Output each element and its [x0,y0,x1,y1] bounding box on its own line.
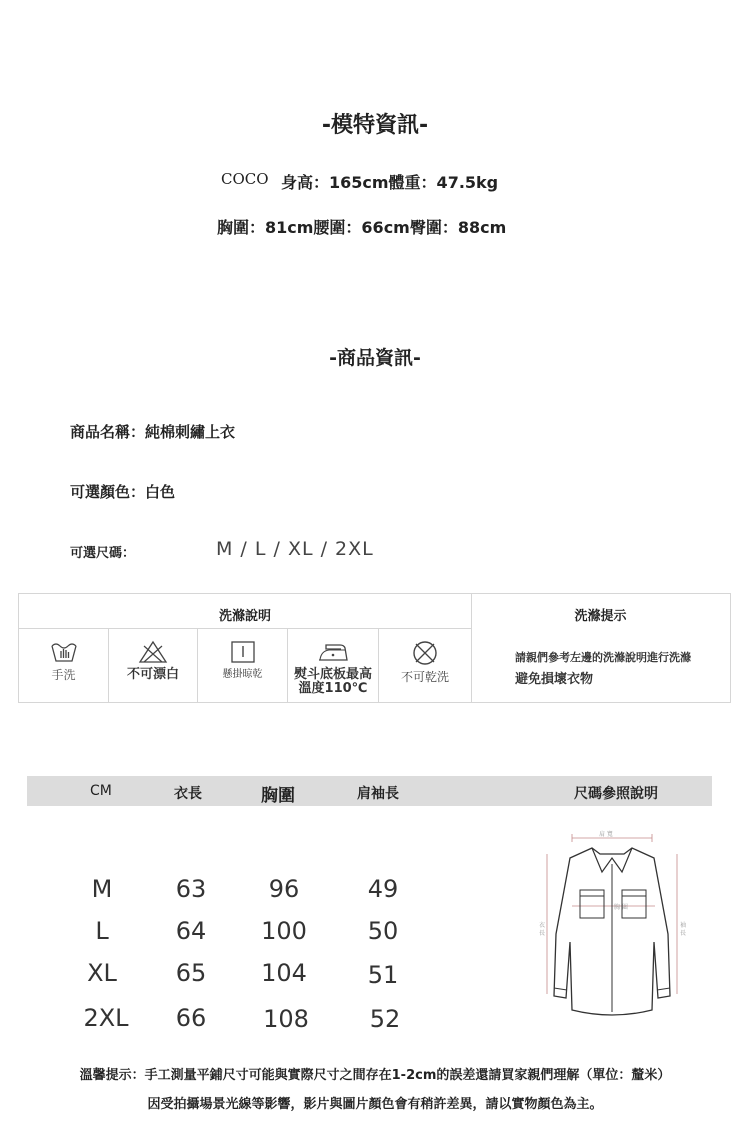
size-header-sleeve: 肩袖長 [357,786,399,802]
hand-wash-icon [49,640,79,664]
hang-dry-icon [228,640,258,664]
size-cell: 64 [175,917,207,945]
model-info-title: -模特資訊- [321,113,429,138]
care-label-no-dry-clean: 不可乾洗 [400,670,449,684]
size-cell: 2XL [83,1004,129,1032]
size-cell: 51 [367,961,399,989]
no-bleach-icon [138,640,168,664]
care-label-hand-wash: 手洗 [51,668,76,682]
iron-icon [316,640,350,664]
diagram-label-length: 衣 長 [539,922,546,937]
size-cell: 49 [367,875,399,903]
size-header-chest: 胸圍 [261,786,295,806]
size-header-length: 衣長 [174,786,202,802]
care-header-left: 洗滌說明 [218,609,271,624]
model-height-weight: 身高：165cm體重：47.5kg [281,173,499,192]
size-diagram [530,824,710,1024]
care-table [18,593,731,703]
size-cell: 63 [175,875,207,903]
size-cell: 65 [175,959,207,987]
size-header-cm: CM [90,783,112,799]
size-cell: M [91,875,113,903]
size-cell: 108 [263,1005,309,1033]
size-cell: 66 [175,1004,207,1032]
diagram-label-shoulder: 肩 寬 [599,831,613,838]
care-item-no-bleach [109,630,197,701]
care-item-iron [288,630,378,701]
size-cell: 100 [261,917,307,945]
model-name: COCO [221,170,269,188]
care-item-hand-wash [19,630,108,701]
size-cell: 96 [268,875,300,903]
care-label-iron: 熨斗底板最高溫度110℃ [293,667,372,696]
size-reference-header: 尺碼參照說明 [574,786,658,802]
model-measurements: 胸圍：81cm腰圍：66cm臀圍：88cm [217,218,507,237]
no-dry-clean-icon [410,640,440,666]
diagram-label-sleeve: 袖 長 [680,922,687,937]
care-tip-line1: 請親們參考左邊的洗滌說明進行洗滌 [515,651,691,664]
product-size-options: M / L / XL / 2XL [216,538,374,560]
care-tip-line2: 避免損壞衣物 [515,672,594,687]
care-header-right: 洗滌提示 [574,609,627,624]
diagram-label-chest: 胸 圍 [614,904,628,911]
product-name: 商品名稱：純棉刺繡上衣 [70,423,236,441]
product-size-label: 可選尺碼： [70,546,136,561]
care-label-hang-dry: 懸掛晾乾 [222,669,263,680]
size-cell: 50 [367,917,399,945]
size-cell: 104 [261,959,307,987]
measurement-note: 溫馨提示：手工測量平鋪尺寸可能與實際尺寸之間存在1-2cm的誤差還請買家親們理解（單位：釐米） [79,1068,671,1083]
care-item-no-dry-clean [379,630,471,701]
care-label-no-bleach: 不可漂白 [126,667,179,682]
product-info-title: -商品資訊- [329,347,421,369]
size-cell: XL [87,959,117,987]
care-item-hang-dry [198,630,287,701]
product-color: 可選顏色：白色 [70,483,176,501]
size-cell: 52 [369,1005,401,1033]
size-cell: L [95,917,109,945]
color-disclaimer: 因受拍攝場景光線等影響，影片與圖片顏色會有稍許差異，請以實物顏色為主。 [147,1097,603,1112]
